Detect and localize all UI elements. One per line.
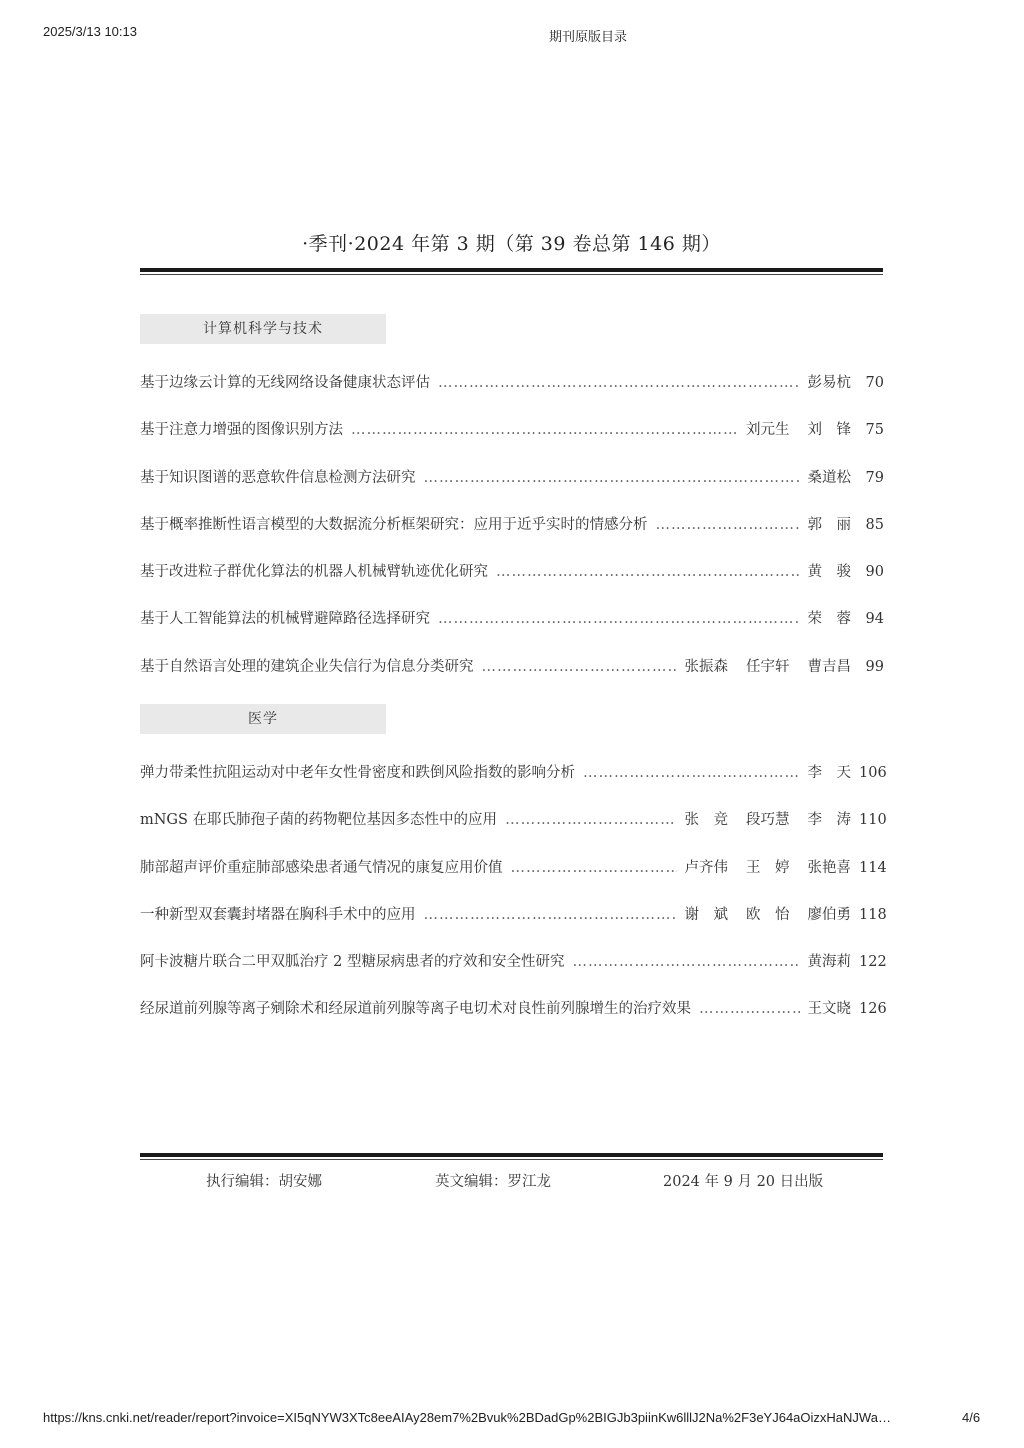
- print-datetime: 2025/3/13 10:13: [43, 24, 137, 39]
- author: 张艳喜: [807, 859, 851, 876]
- article-authors: [808, 513, 852, 534]
- toc-entry[interactable]: [140, 808, 887, 855]
- article-title: 肺部超声评价重症肺部感染患者通气情况的康复应用价值: [140, 859, 503, 876]
- article-title: 基于边缘云计算的无线网络设备健康状态评估: [140, 375, 430, 391]
- section-heading-computer-science: 计算机科学与技术: [140, 314, 386, 344]
- executive-editor: 执行编辑：胡安娜: [206, 1174, 322, 1190]
- page-number: 79: [865, 469, 884, 486]
- author: 任宇轩: [746, 658, 790, 675]
- article-authors: [685, 655, 852, 676]
- print-footer: [0, 1410, 1024, 1430]
- toc-entry[interactable]: [140, 997, 887, 1044]
- page-number: 94: [865, 611, 884, 628]
- article-title: 基于注意力增强的图像识别方法: [140, 422, 343, 439]
- dot-leader: [511, 860, 677, 876]
- dot-leader: [572, 954, 799, 970]
- dot-leader: [351, 422, 738, 438]
- toc-entry[interactable]: [140, 856, 887, 903]
- article-authors: [808, 761, 852, 782]
- print-page-counter: 4/6: [962, 1410, 981, 1425]
- page-number: 90: [865, 564, 884, 581]
- bottom-double-rule: [140, 1153, 883, 1160]
- author: 黄 骏: [807, 564, 851, 581]
- author: 段巧慧: [746, 812, 790, 829]
- article-authors: [808, 466, 852, 487]
- article-title: 基于概率推断性语言模型的大数据流分析框架研究：应用于近乎实时的情感分析: [140, 516, 648, 533]
- dot-leader: [438, 611, 800, 627]
- dot-leader: [424, 470, 800, 486]
- toc-entry[interactable]: [140, 950, 887, 997]
- article-title: 基于知识图谱的恶意软件信息检测方法研究: [140, 469, 416, 486]
- print-page-title: 期刊原版目录: [548, 29, 627, 44]
- toc-entry[interactable]: [140, 560, 884, 607]
- author: 王文晓: [807, 1001, 851, 1018]
- article-authors: [685, 856, 852, 877]
- article-title: mNGS 在耶氏肺孢子菌的药物靶位基因多态性中的应用: [140, 812, 498, 829]
- toc-entry[interactable]: [140, 903, 887, 950]
- toc-entry[interactable]: [140, 607, 884, 654]
- article-authors: [808, 371, 852, 392]
- article-authors: [808, 560, 852, 581]
- author: 刘 锋: [807, 422, 851, 439]
- author: 荣 蓉: [807, 611, 851, 628]
- author: 彭易杭: [807, 375, 851, 391]
- toc-entry[interactable]: [140, 371, 884, 418]
- article-authors: [808, 997, 852, 1018]
- article-title: 基于人工智能算法的机械臂避障路径选择研究: [140, 611, 430, 628]
- author: 廖伯勇: [807, 906, 851, 923]
- page-number: 70: [865, 375, 884, 391]
- dot-leader: [656, 517, 800, 533]
- toc-entry[interactable]: [140, 655, 884, 702]
- article-authors: [685, 903, 852, 924]
- page-number: 118: [859, 906, 887, 923]
- toc-list-computer-science: [140, 371, 884, 702]
- author: 郭 丽: [807, 516, 851, 533]
- page-number: 114: [859, 859, 887, 876]
- article-authors: [746, 418, 851, 439]
- author: 张 竞: [684, 812, 728, 829]
- author: 谢 斌: [684, 906, 728, 923]
- issue-title: ·季刊·2024 年第 3 期（第 39 卷总第 146 期）: [302, 233, 721, 255]
- dot-leader: [482, 659, 677, 675]
- author: 李 天: [807, 765, 851, 781]
- page-number: 75: [865, 422, 884, 439]
- author: 桑道松: [807, 469, 851, 486]
- author: 刘元生: [746, 422, 790, 439]
- article-title: 基于改进粒子群优化算法的机器人机械臂轨迹优化研究: [140, 564, 488, 581]
- article-authors: [685, 808, 852, 829]
- section-heading-medicine: 医学: [140, 704, 386, 734]
- toc-list-medicine: [140, 761, 887, 1045]
- publication-date: 2024 年 9 月 20 日出版: [663, 1174, 824, 1190]
- article-authors: [808, 950, 852, 971]
- editors-line: [0, 1170, 1024, 1194]
- author: 张振森: [684, 658, 728, 675]
- dot-leader: [505, 812, 676, 828]
- page-number: 122: [859, 954, 887, 971]
- article-title: 弹力带柔性抗阻运动对中老年女性骨密度和跌倒风险指数的影响分析: [140, 765, 575, 781]
- author: 卢齐伟: [684, 859, 728, 876]
- toc-entry[interactable]: [140, 466, 884, 513]
- toc-entry[interactable]: [140, 418, 884, 465]
- toc-entry[interactable]: [140, 513, 884, 560]
- author: 曹吉昌: [807, 658, 851, 675]
- author: 欧 怡: [746, 906, 790, 923]
- author: 李 涛: [807, 812, 851, 829]
- dot-leader: [496, 564, 800, 580]
- page-number: 99: [865, 658, 884, 675]
- article-title: 一种新型双套囊封堵器在胸科手术中的应用: [140, 906, 416, 923]
- english-editor: 英文编辑：罗江龙: [435, 1174, 551, 1190]
- article-title: 阿卡波糖片联合二甲双胍治疗 2 型糖尿病患者的疗效和安全性研究: [140, 954, 565, 971]
- print-url: https://kns.cnki.net/reader/report?invoice=XI5qNYW3XTc8eeAIAy28em7%2Bvuk%2BDadGp%2BIGJb3piinKw6lllJ2Na%2F3eYJ64aOizxHaNJWa…: [43, 1410, 891, 1425]
- article-title: 基于自然语言处理的建筑企业失信行为信息分类研究: [140, 658, 474, 675]
- article-title: 经尿道前列腺等离子剜除术和经尿道前列腺等离子电切术对良性前列腺增生的治疗效果: [140, 1001, 691, 1018]
- page-number: 126: [859, 1001, 887, 1018]
- page-number: 106: [859, 765, 887, 781]
- dot-leader: [424, 907, 677, 923]
- article-authors: [808, 607, 852, 628]
- page-number: 85: [865, 516, 884, 533]
- dot-leader: [438, 375, 800, 391]
- top-double-rule: [140, 268, 883, 275]
- author: 王 婷: [746, 859, 790, 876]
- toc-entry[interactable]: [140, 761, 887, 808]
- dot-leader: [699, 1001, 800, 1017]
- print-header: [0, 24, 1024, 44]
- page-number: 110: [859, 812, 887, 829]
- dot-leader: [583, 765, 800, 781]
- author: 黄海莉: [807, 954, 851, 971]
